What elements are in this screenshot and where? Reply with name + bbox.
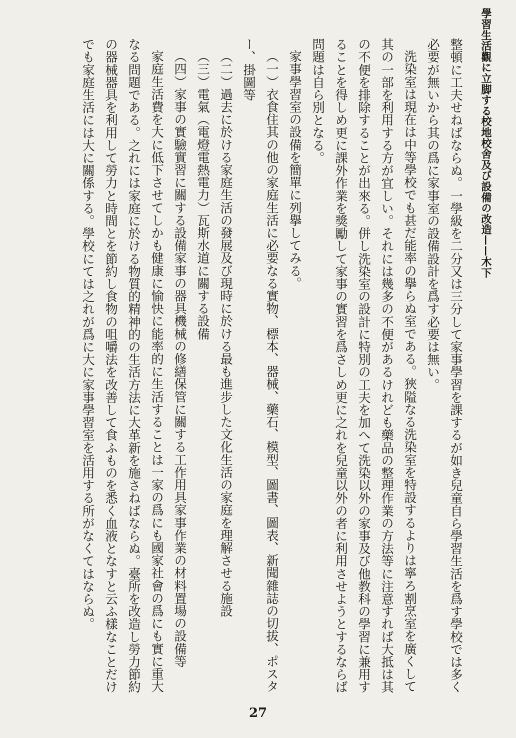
- text-line: の器械器具を利用して勞力と時間とを節約し食物の咀嚼法を改善して食ふものを悉く血液となすと云ふ樣なことだけ: [103, 38, 118, 694]
- text-line: 整頓に工夫せねばならぬ。一學級を二分又は三分して家事學習を課するが如き兒童自ら學習生活を爲す學校では多く: [448, 38, 463, 694]
- text-line: 家庭生活費を大に低下させてしかも健康に愉快に能率的に生活することは一家の爲にも國家社會の爲にも實に重大: [149, 50, 164, 693]
- text-line: 洗染室は現在は中等學校でも甚だ能率の擧らぬ室である。狹隘なる洗染室を特設するよりは寧ろ割烹室を廣くして: [402, 50, 417, 693]
- text-line: ることを得しめ更に課外作業を獎勵して家事の實習を爲さしめ更に之れを兒童以外の者に利用させようとするならば: [333, 38, 348, 694]
- text-line: ー、掛圖等: [241, 38, 256, 101]
- text-line: 問題は自ら別となる。: [310, 38, 325, 164]
- text-line: なる問題である。之れには家庭に於ける物質的精神的の生活方法に大革新を施さねばならぬ。臺所を改造し勞力節約: [126, 38, 141, 694]
- running-header: 學習生活觀に立脚する校地校舍及び設備の改造——木下: [480, 8, 492, 278]
- text-line: （一）衣食住其の他の家庭生活に必要なる實物、標本、器械、藥石、模型、圖書、圖表、新聞雜誌の切拔、ポスタ: [264, 50, 279, 693]
- text-line: 其の一部を利用する方が宜しい。それには幾多の不便があるけれども藥品の整理作業の方法等に注意すれば大抵は其: [379, 38, 394, 694]
- page-number: 27: [248, 706, 268, 721]
- text-line: の不便を排除することが出來る。併し洗染室の設計に特別の工夫を加へて洗染以外の家事及び他教科の學習に兼用す: [356, 38, 371, 694]
- text-line: 家事學習室の設備を簡單に列擧してみる。: [287, 50, 302, 290]
- text-line: 必要が無いから其の爲に家事室の設備設計を爲す必要は無い。: [425, 38, 440, 391]
- text-line: （四）家事の實驗實習に關する設備家事の器具機械の修繕保管に關する工作用具家事作業の材料置場の設備等: [172, 50, 187, 668]
- text-line: でも家庭生活には大に關係する。學校にては之れが爲に大に家事學習室を活用する所がなくてはならぬ。: [80, 38, 95, 631]
- text-line: （二）過去に於ける家庭生活の發展及び現時に於ける最も進步した文化生活の家庭を理解させる施設: [218, 50, 233, 617]
- text-line: （三）電氣（電燈電熱電力）瓦斯水道に關する設備: [195, 50, 210, 340]
